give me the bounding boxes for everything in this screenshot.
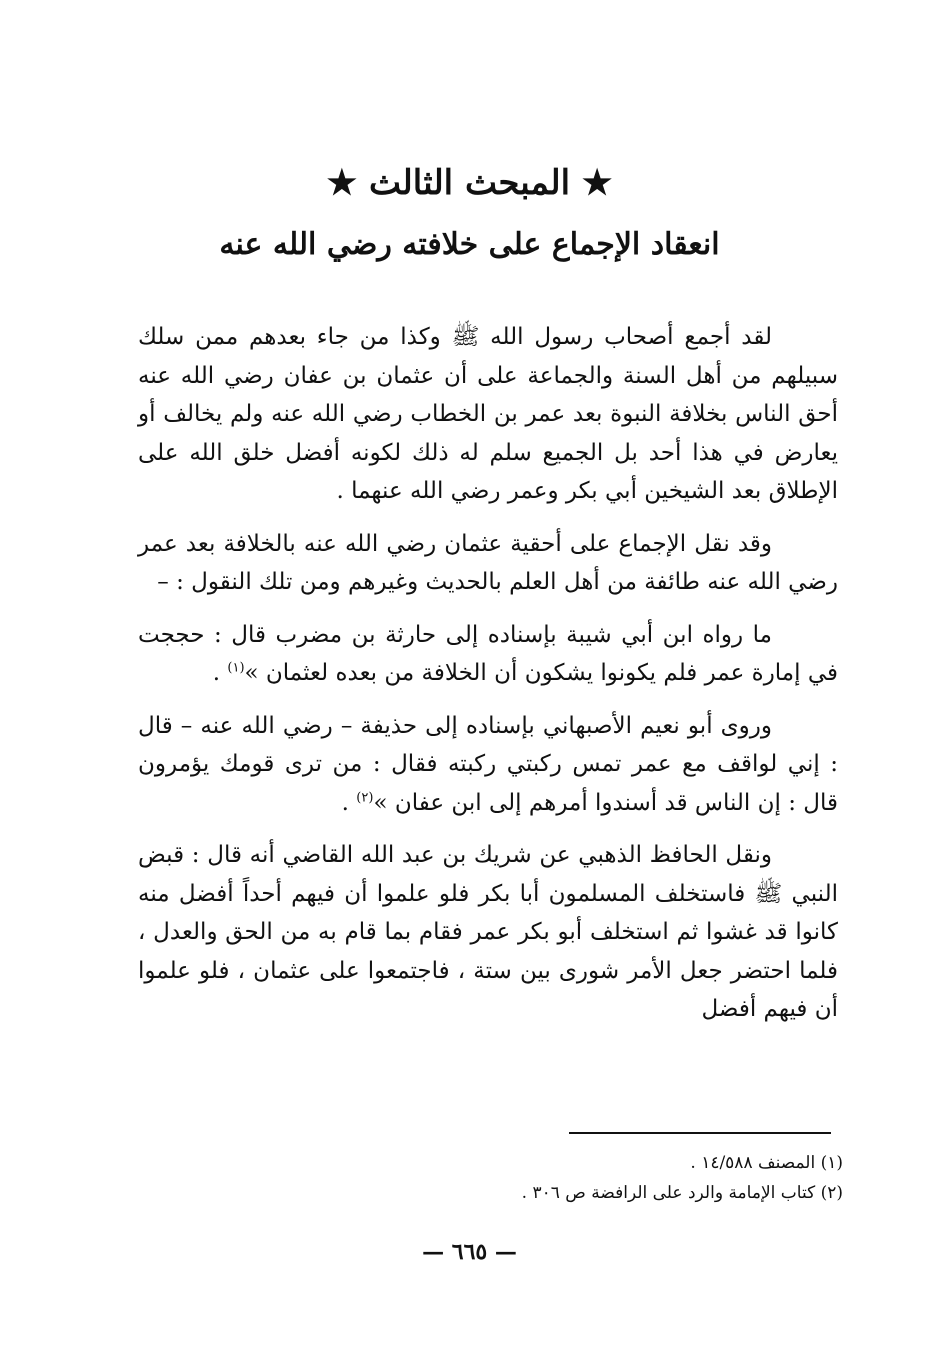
paragraph-4-text: وروى أبو نعيم الأصبهاني بإسناده إلى حذيفة – رضي الله عنه – قال : إني لواقف مع عمر تمس ركبتي ركبته فقال : من ترى قومك يؤمرون قال : إن الناس قد أسندوا أمرهم إلى ابن عفان » [138,712,838,816]
paragraph-5 [138,836,838,1029]
paragraph-3-text: ما رواه ابن أبي شيبة بإسناده إلى حارثة بن مضرب قال : حججت في إمارة عمر فلم يكونوا يشكون أن الخلافة من بعده لعثمان » [138,621,838,686]
footnotes [103,1148,843,1208]
footnote-2: (٢) كتاب الإمامة والرد على الرافضة ص ٣٠٦ . [521,1183,843,1203]
footnote-ref-2: (٢) [356,789,374,805]
paragraph-3-end: . [212,660,228,686]
paragraph-4-end: . [341,789,357,816]
paragraph-2 [138,525,838,602]
footnote-ref-1: (١) [227,660,245,676]
section-title: ★ المبحث الثالث ★ [326,163,613,203]
body-text [138,318,838,1043]
paragraph-2-text: وقد نقل الإجماع على أحقية عثمان رضي الله عنه بالخلافة بعد عمر رضي الله عنه طائفة من أهل العلم بالحديث وغيرهم ومن تلك النقول : – [138,530,838,595]
paragraph-3 [138,616,838,693]
paragraph-1 [138,318,838,511]
page-number: — ٦٦٥ — [422,1239,517,1265]
section-subtitle: انعقاد الإجماع على خلافته رضي الله عنه [219,227,720,262]
paragraph-5-text: ونقل الحافظ الذهبي عن شريك بن عبد الله القاضي أنه قال : قبض النبي ﷺ فاستخلف المسلمون أبا بكر فلو علموا أن فيهم أحداً أفضل منه كانوا قد غشوا ثم استخلف أبو بكر عمر فقام بما قام به من الحق والعدل ، فلما احتضر جعل الأمر شورى بين ستة ، فاجتمعوا على عثمان ، فلو علموا أن فيهم أفضل [138,842,838,1022]
paragraph-4 [138,707,838,823]
footnote-1: (١) المصنف ١٤/٥٨٨ . [690,1153,843,1173]
footnote-divider [569,1132,831,1134]
paragraph-1-text: لقد أجمع أصحاب رسول الله ﷺ وكذا من جاء بعدهم ممن سلك سبيلهم من أهل السنة والجماعة على أن عثمان بن عفان رضي الله عنه أحق الناس بخلافة النبوة بعد عمر بن الخطاب رضي الله عنه ولم يخالف أو يعارض في هذا أحد بل الجميع سلم له ذلك لكونه أفضل خلق الله على الإطلاق بعد الشيخين أبي بكر وعمر رضي الله عنهما . [138,324,838,504]
